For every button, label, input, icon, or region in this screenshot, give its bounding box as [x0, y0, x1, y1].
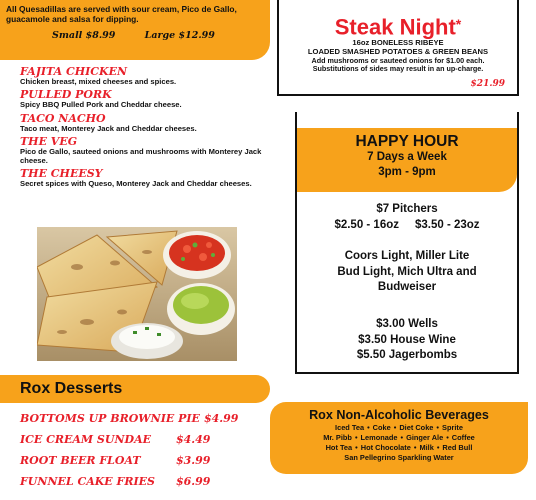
quesadilla-intro-box: [0, 0, 270, 60]
beverage-item: Coke: [372, 423, 391, 432]
list-item: [20, 89, 265, 109]
beverage-item: Red Bull: [442, 443, 473, 452]
beverage-item: Hot Tea: [325, 443, 353, 452]
desserts-title: Rox Desserts: [20, 380, 123, 397]
happy-hour-panel: [295, 112, 519, 374]
beverage-item: Milk: [419, 443, 434, 452]
happy-hour-house-wine: $3.50 House Wine: [358, 333, 456, 346]
happy-hour-days: 7 Days a Week: [367, 151, 447, 163]
list-item: [20, 475, 240, 496]
list-item: [20, 113, 265, 133]
quesadilla-name: THE CHEESY: [20, 167, 103, 181]
beverage-item: Mr. Pibb: [323, 433, 352, 442]
quesadilla-large-price: Large $12.99: [144, 30, 215, 41]
happy-hour-wells: $3.00 Wells: [376, 318, 438, 330]
quesadilla-list: [20, 66, 265, 191]
quesadilla-photo: [37, 227, 237, 361]
dessert-name: BOTTOMS UP BROWNIE PIE: [20, 412, 200, 425]
happy-hour-drafts: $2.50 - 16oz $3.50 - 23oz: [334, 218, 480, 231]
quesadilla-desc: Spicy BBQ Pulled Pork and Cheddar cheese.: [20, 100, 182, 110]
beverage-row: Hot Tea • Hot Chocolate • Milk • Red Bull: [325, 443, 473, 452]
quesadilla-name: FAJITA CHICKEN: [20, 65, 128, 78]
quesadilla-intro-text: All Quesadillas are served with sour cream, Pico de Gallo, guacamole and salsa for dipping.: [6, 4, 237, 24]
beverage-item: Diet Coke: [399, 423, 434, 432]
happy-hour-hours: 3pm - 9pm: [378, 166, 436, 178]
beverage-item: Ginger Ale: [406, 433, 444, 442]
desserts-header: [0, 375, 270, 403]
list-item: [20, 66, 265, 86]
happy-hour-pitchers: $7 Pitchers: [376, 203, 438, 215]
steak-night-asterisk: *: [455, 16, 462, 32]
dessert-price: $4.99: [204, 412, 239, 425]
happy-hour-title: HAPPY HOUR: [355, 133, 459, 150]
beverage-row: Iced Tea • Coke • Diet Coke • Sprite: [335, 423, 463, 432]
beverage-item: Sprite: [442, 423, 463, 432]
quesadilla-small-price: Small $8.99: [52, 30, 116, 41]
quesadilla-desc: Pico de Gallo, sauteed onions and mushrooms with Monterey Jack cheese.: [20, 147, 262, 165]
steak-line-addons: Add mushrooms or sauteed onions for $1.00 each.: [311, 55, 485, 65]
list-item: [20, 433, 240, 454]
steak-night-title: [279, 9, 517, 39]
list-item: [20, 454, 240, 475]
quesadilla-name: THE VEG: [20, 135, 78, 149]
happy-hour-beers-block: [297, 249, 517, 296]
quesadilla-desc: Chicken breast, mixed cheeses and spices.: [20, 77, 177, 86]
quesadilla-desc: Secret spices with Queso, Monterey Jack and Cheddar cheeses.: [20, 179, 252, 189]
steak-night-box: [277, 0, 519, 96]
list-item: [20, 412, 240, 433]
dessert-name: ICE CREAM SUNDAE: [20, 433, 151, 446]
non-alcoholic-title: Rox Non-Alcoholic Beverages: [309, 408, 489, 422]
steak-line-sides: LOADED SMASHED POTATOES & GREEN BEANS: [307, 46, 489, 56]
quesadilla-desc: Taco meat, Monterey Jack and Cheddar cheeses.: [20, 123, 197, 133]
non-alcoholic-box: [270, 402, 528, 474]
dessert-price: $3.99: [176, 454, 211, 467]
quesadilla-prices: [6, 30, 264, 41]
happy-hour-beers-1: Coors Light, Miller Lite: [344, 250, 470, 262]
beverage-item: Coffee: [451, 433, 475, 442]
dessert-price: $4.49: [176, 433, 211, 446]
beverage-row: Mr. Pibb • Lemonade • Ginger Ale • Coffee: [323, 433, 475, 442]
happy-hour-pitchers-block: [297, 202, 517, 233]
happy-hour-jagerbombs: $5.50 Jagerbombs: [356, 349, 458, 361]
dessert-name: FUNNEL CAKE FRIES: [20, 475, 155, 488]
beverage-item: Lemonade: [360, 433, 398, 442]
dessert-price: $6.99: [176, 475, 211, 488]
steak-line-substitutions: Substitutions of sides may result in an up-charge.: [312, 64, 484, 74]
quesadilla-name: TACO NACHO: [20, 111, 106, 125]
happy-hour-header: [297, 128, 517, 192]
happy-hour-spirits-block: [297, 317, 517, 364]
steak-night-price: $21.99: [470, 79, 505, 89]
happy-hour-beers-2: Bud Light, Mich Ultra and: [337, 265, 477, 278]
beverage-item: San Pellegrino Sparkling Water: [344, 453, 454, 462]
dessert-name: ROOT BEER FLOAT: [20, 454, 141, 467]
steak-line-ribeye: 16oz BONELESS RIBEYE: [352, 38, 444, 48]
desserts-list: [20, 412, 240, 496]
beverage-row: [270, 453, 528, 463]
steak-night-title-text: Steak Night: [334, 14, 456, 40]
beverage-item: Hot Chocolate: [360, 443, 411, 452]
happy-hour-beers-3: Budweiser: [377, 281, 437, 293]
quesadilla-name: PULLED PORK: [20, 88, 112, 102]
list-item: [20, 136, 265, 165]
quesadilla-photo-illustration: [37, 227, 237, 361]
beverage-item: Iced Tea: [335, 423, 365, 432]
list-item: [20, 168, 265, 188]
